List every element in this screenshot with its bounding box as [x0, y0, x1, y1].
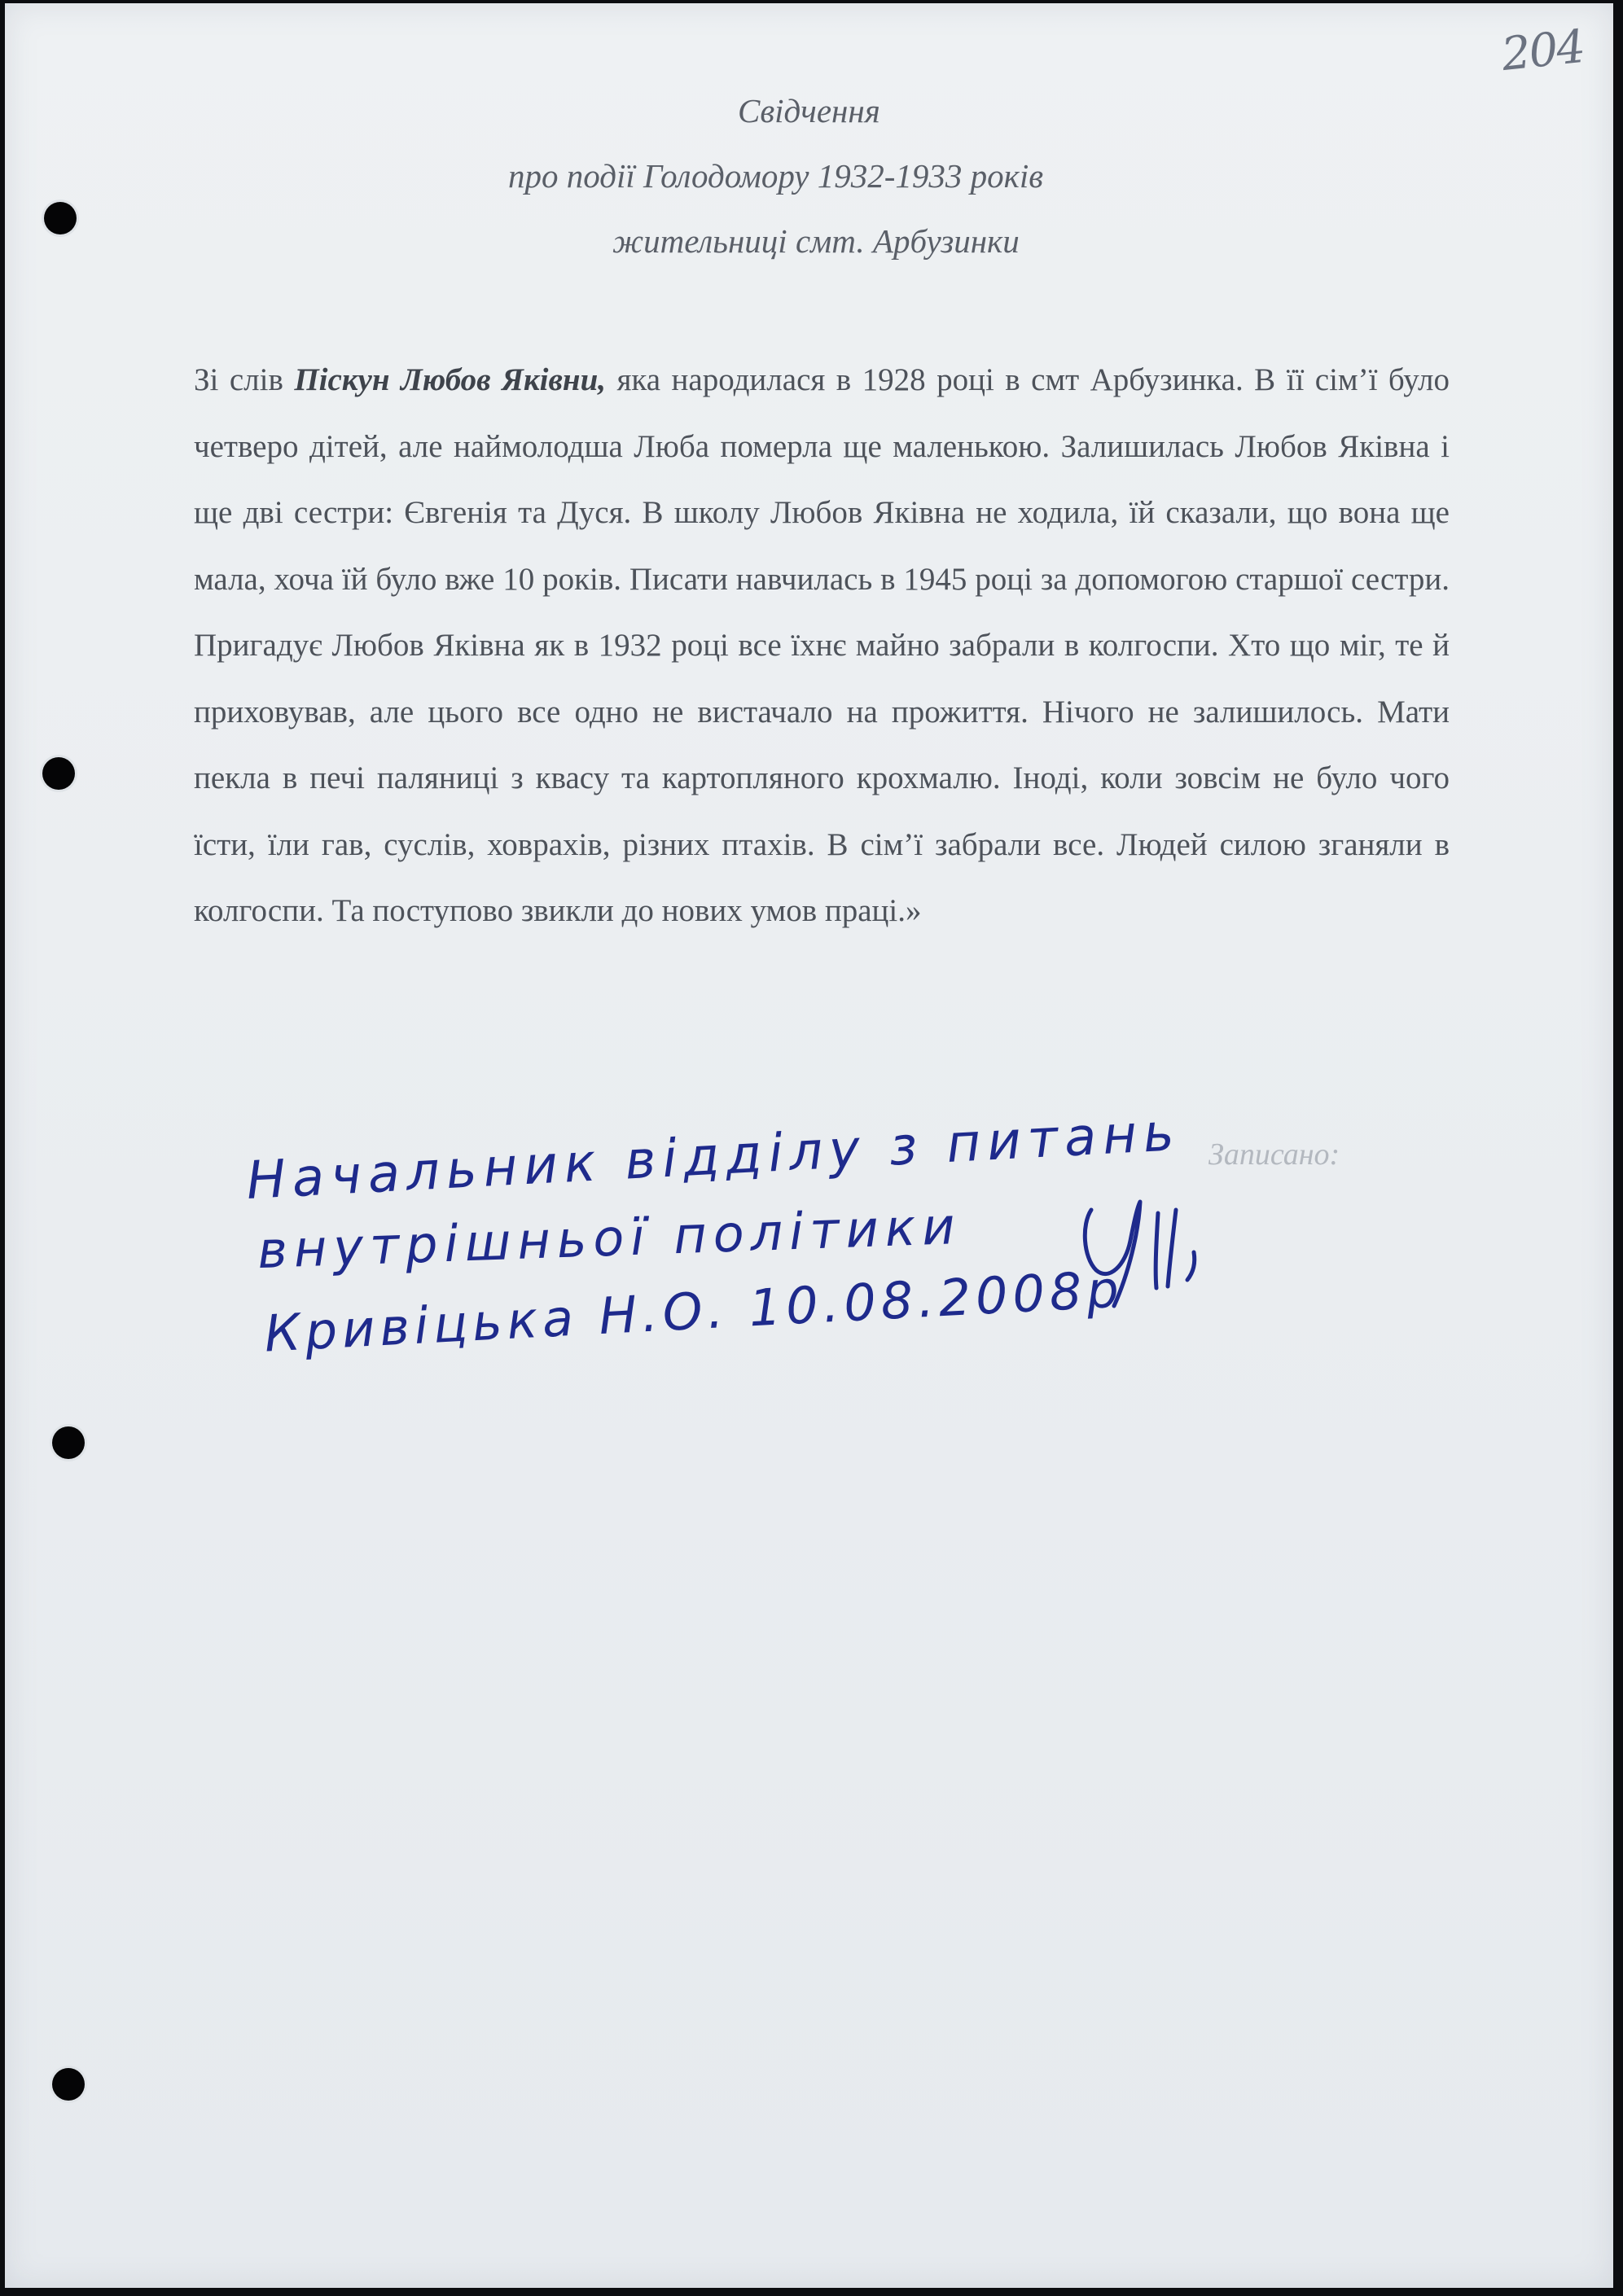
punch-hole: [42, 757, 75, 790]
title-line-2: про події Голодомору 1932-1933 років: [508, 157, 1044, 195]
title-line-1: Свідчення: [738, 92, 880, 129]
testimony-intro: Зі слів: [194, 362, 295, 397]
punch-hole: [52, 2068, 85, 2101]
punch-hole: [44, 202, 77, 234]
punch-hole: [52, 1426, 85, 1459]
testimony-text: [194, 347, 1450, 944]
handwritten-position-line-2: внутрішньої політики: [256, 1195, 963, 1281]
document-page: [5, 3, 1613, 2288]
handwritten-name-date: Кривіцька Н.О. 10.08.2008р: [262, 1259, 1125, 1364]
testimony-body: яка народилася в 1928 році в смт Арбузинка. В її сім’ї було четверо дітей, але наймолодша Люба померла ще маленькою. Залишилась Любов Яківна і ще дві сестри: Євгенія та Дуся. В школу Любов Яківна не ходила, їй сказали, що вона ще мала, хоча їй було вже 10 років. Писати навчилась в 1945 році за допомогою старшої сестри. Пригадує Любов Яківна як в 1932 році все їхнє майно забрали в колгоспи. Хто що міг, те й приховував, але цього все одно не вистачало на прожиття. Нічого не залишилось. Мати пекла в печі паляниці з квасу та картопляного крохмалю. Іноді, коли зовсім не було чого їсти, їли гав, суслів, ховрахів, різних птахів. В сім’ї забрали все. Людей силою зганяли в колгоспи. Та поступово звикли до нових умов праці.»: [194, 362, 1450, 928]
page-number: 204: [1498, 20, 1587, 82]
title-line-3: жительниці смт. Арбузинки: [612, 222, 1020, 260]
witness-name: Піскун Любов Яківни,: [294, 362, 607, 397]
recorded-label: Записано:: [1208, 1137, 1340, 1172]
handwritten-position-line-1: Начальник відділу з питань: [244, 1102, 1182, 1212]
signature-icon: [1080, 1192, 1210, 1314]
